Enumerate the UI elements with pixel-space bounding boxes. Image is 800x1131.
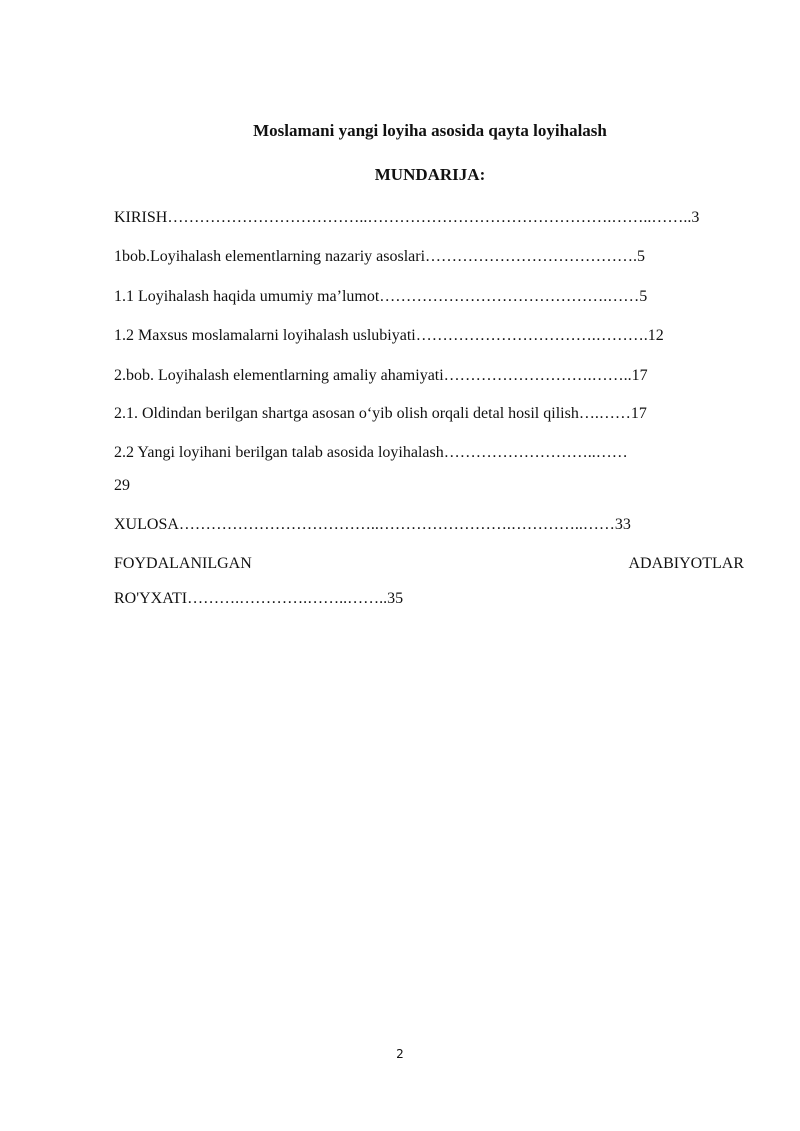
toc-entry-1-1: 1.1 Loyihalash haqida umumiy ma’lumot…………………………………….……5 (114, 288, 648, 305)
toc-entry-references (114, 554, 744, 574)
page-number: 2 (396, 1047, 404, 1061)
toc-entry-1-2: 1.2 Maxsus moslamalarni loyihalash uslubiyati…………………………….……….12 (114, 327, 664, 344)
toc-entry-chapter-2: 2.bob. Loyihalash elementlarning amaliy ahamiyati……………………….……..17 (114, 367, 648, 384)
toc-entry-chapter-1: 1bob.Loyihalash elementlarning nazariy asoslari………………………………….5 (114, 248, 646, 265)
toc-entry-references-continuation: RO'YXATI……….………….……..……..35 (114, 590, 404, 607)
toc-heading: MUNDARIJA: (374, 165, 486, 184)
toc-entry-kirish: KIRISH………………………………..……………………………………….……..……..3 (114, 209, 700, 226)
toc-entry-2-2-page: 29 (114, 477, 130, 494)
document-title: Moslamani yangi loyiha asosida qayta loyihalash (253, 121, 607, 140)
toc-entry-2-2: 2.2 Yangi loyihani berilgan talab asosida loyihalash………………………..…… (114, 444, 628, 461)
toc-references-right: ADABIYOTLAR (628, 555, 744, 572)
toc-entry-xulosa: XULOSA………………………………..…………………….…………..……33 (114, 516, 631, 533)
toc-entry-2-1: 2.1. Oldindan berilgan shartga asosan o‘yib olish orqali detal hosil qilish….……17 (114, 405, 647, 422)
toc-references-left: FOYDALANILGAN (114, 555, 252, 572)
